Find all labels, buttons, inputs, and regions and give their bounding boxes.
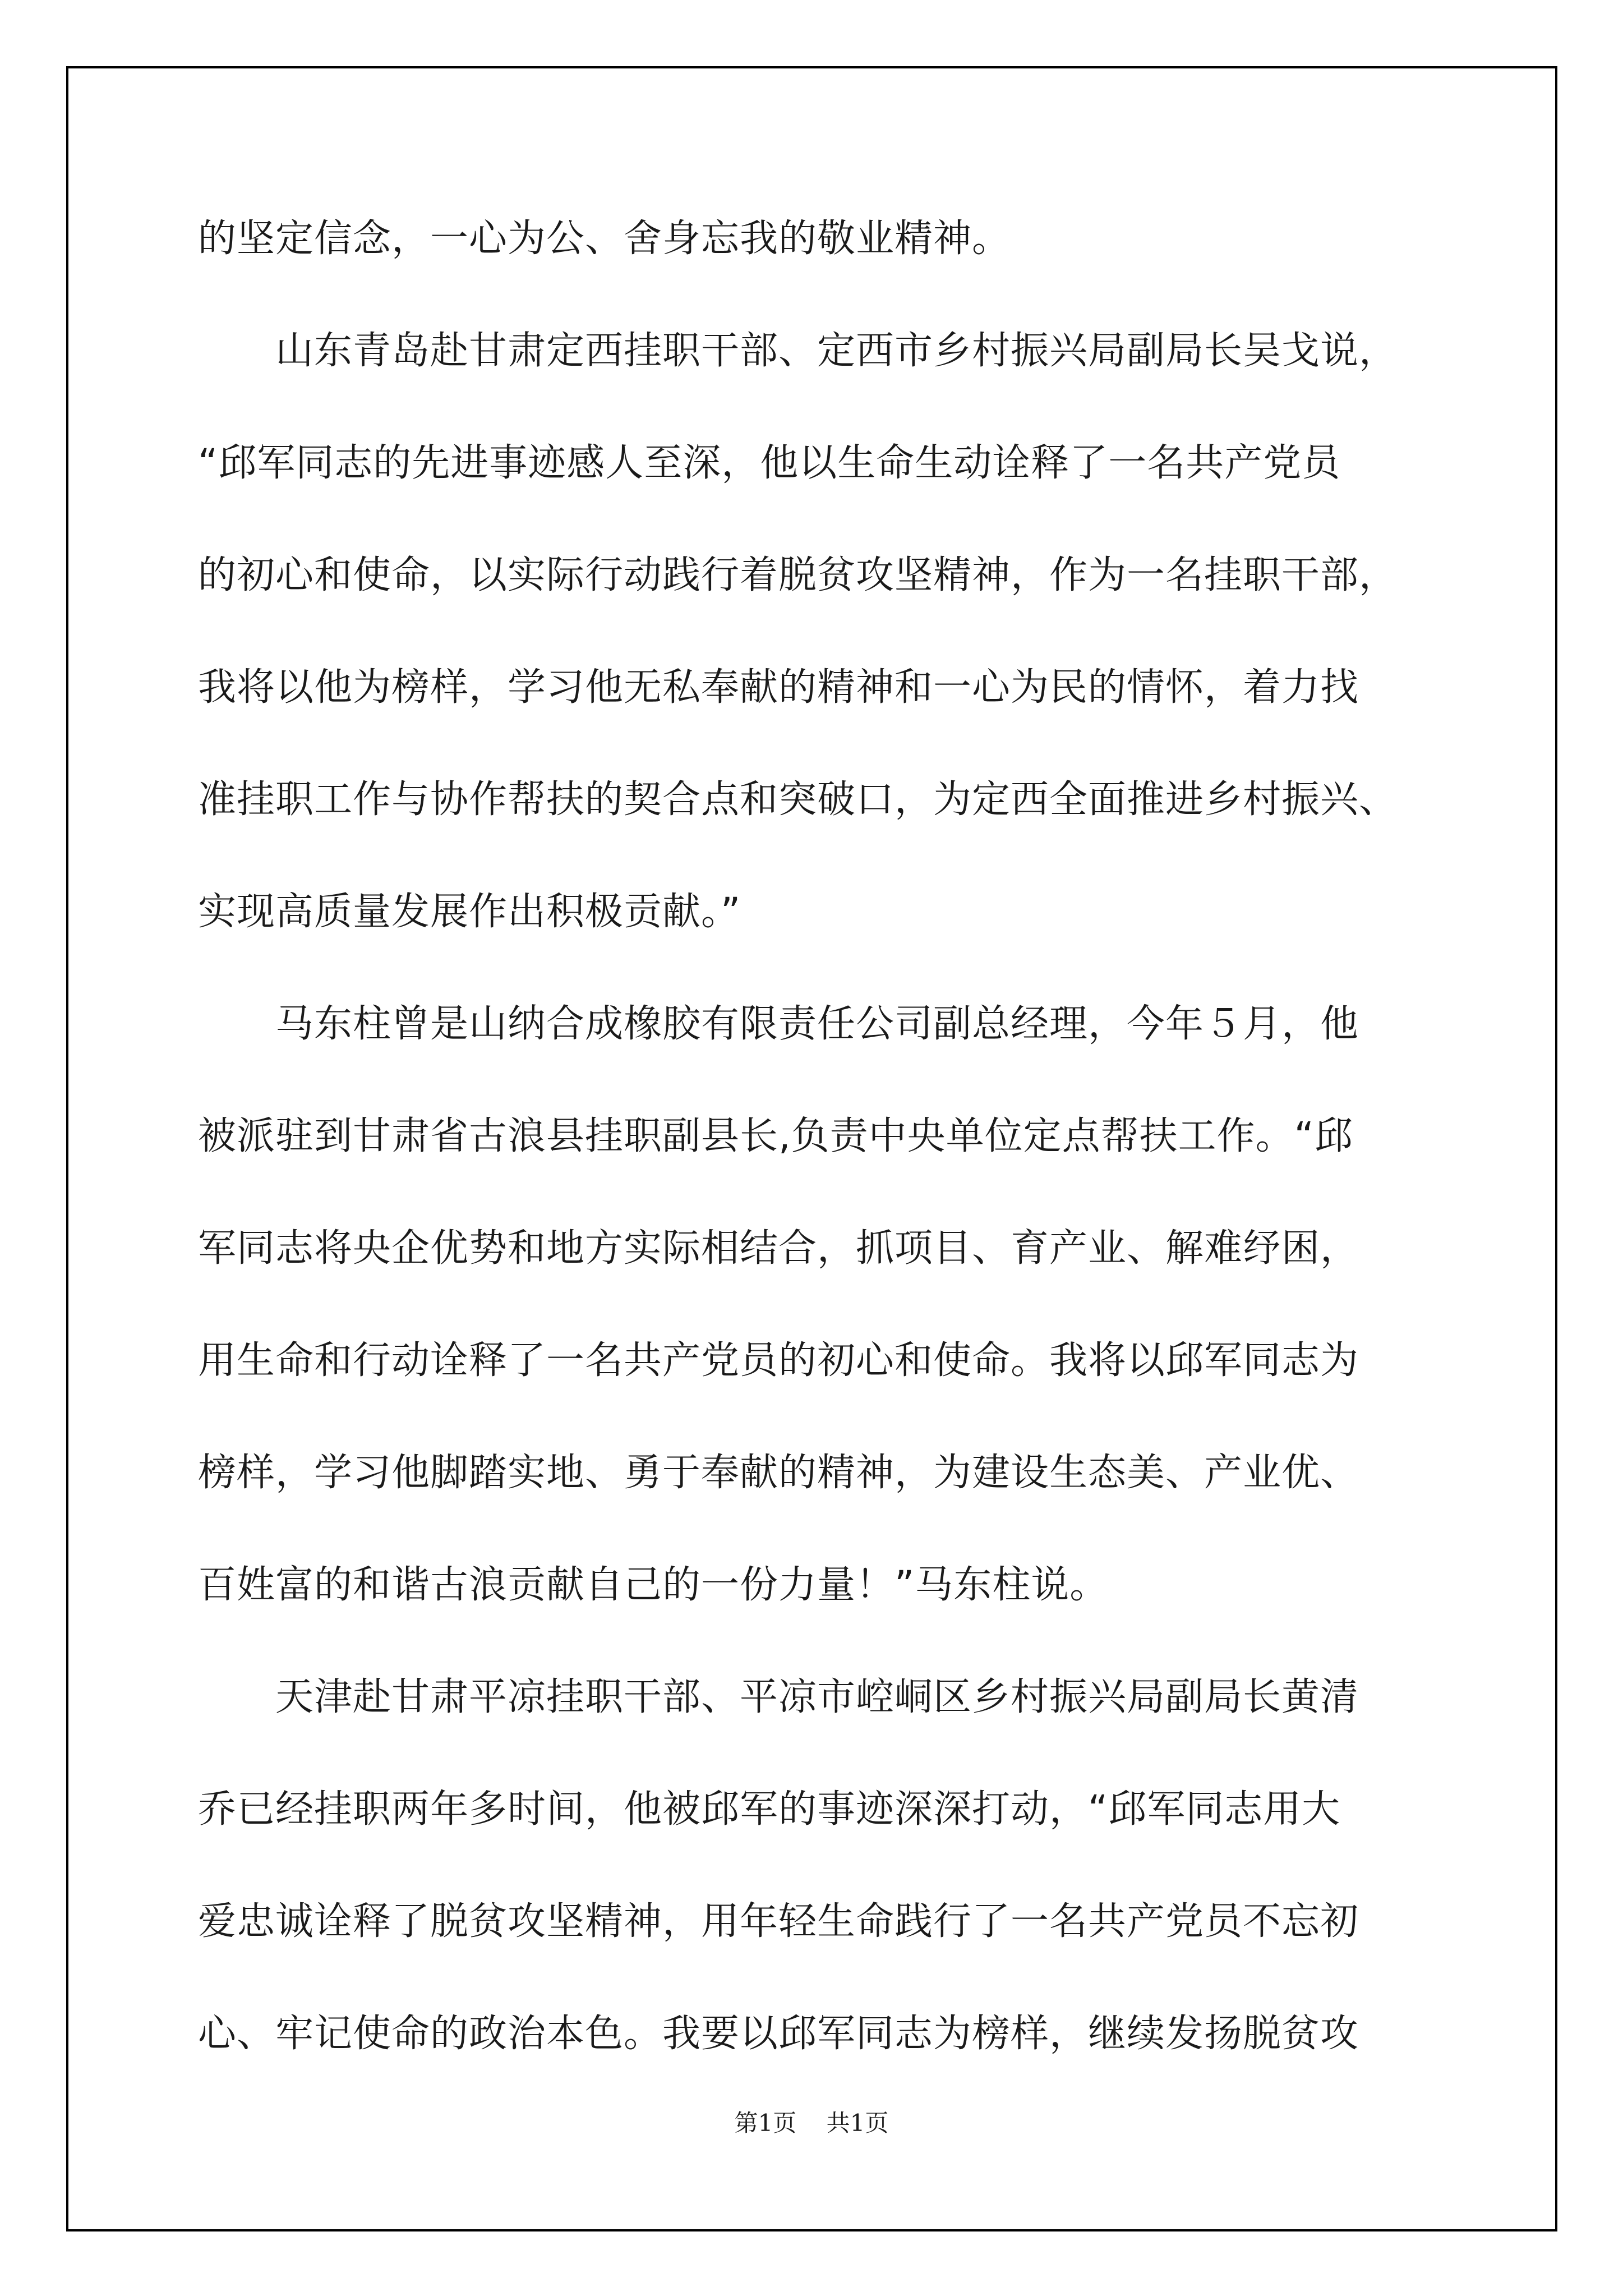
text-line: 马东柱曾是山纳合成橡胶有限责任公司副总经理，今年５月，他 xyxy=(198,1002,1359,1046)
text-line: 被派驻到甘肃省古浪县挂职副县长,负责中央单位定点帮扶工作。“邱 xyxy=(198,1114,1353,1158)
text-line: 用生命和行动诠释了一名共产党员的初心和使命。我将以邱军同志为 xyxy=(198,1338,1359,1383)
text-line: 乔已经挂职两年多时间，他被邱军的事迹深深打动，“邱军同志用大 xyxy=(198,1787,1341,1832)
text-line: 军同志将央企优势和地方实际相结合，抓项目、育产业、解难纾困， xyxy=(198,1226,1359,1271)
text-line: 的坚定信念，一心为公、舍身忘我的敬业精神。 xyxy=(198,217,1011,261)
text-line: 榜样，学习他脚踏实地、勇于奉献的精神，为建设生态美、产业优、 xyxy=(198,1451,1359,1495)
text-line: 的初心和使命，以实际行动践行着脱贫攻坚精神，作为一名挂职干部， xyxy=(198,553,1398,597)
text-line: 准挂职工作与协作帮扶的契合点和突破口，为定西全面推进乡村振兴、 xyxy=(198,777,1398,822)
text-line: 心、牢记使命的政治本色。我要以邱军同志为榜样，继续发扬脱贫攻 xyxy=(198,2012,1359,2056)
page-footer: 第1页 共1页 xyxy=(734,2109,889,2137)
text-line: 我将以他为榜样，学习他无私奉献的精神和一心为民的情怀，着力找 xyxy=(198,665,1359,710)
text-line: 爱忠诚诠释了脱贫攻坚精神，用年轻生命践行了一名共产党员不忘初 xyxy=(198,1899,1359,1944)
text-line: 天津赴甘肃平凉挂职干部、平凉市崆峒区乡村振兴局副局长黄清 xyxy=(198,1675,1359,1719)
text-line: “邱军同志的先进事迹感人至深，他以生命生动诠释了一名共产党员 xyxy=(198,441,1341,485)
text-line: 百姓富的和谐古浪贡献自己的一份力量！”马东柱说。 xyxy=(198,1563,1109,1607)
text-line: 山东青岛赴甘肃定西挂职干部、定西市乡村振兴局副局长吴戈说， xyxy=(198,329,1398,373)
text-line: 实现高质量发展作出积极贡献。” xyxy=(198,890,741,934)
